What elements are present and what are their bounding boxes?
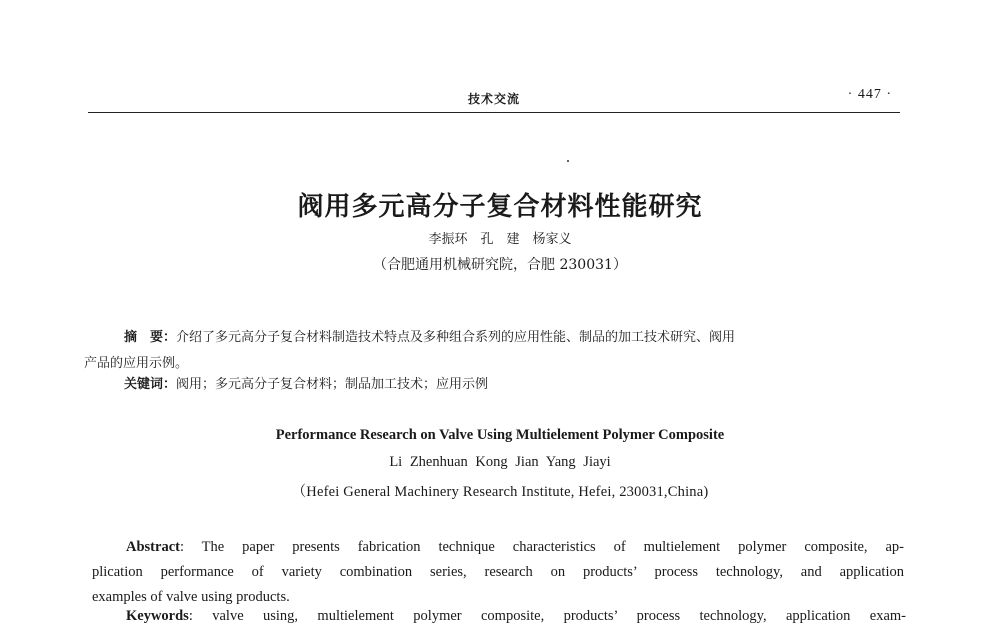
abstract-en-text-2: plication performance of variety combination series, research on products’ process technology, and application bbox=[92, 564, 904, 580]
abstract-cn-line bbox=[92, 323, 902, 353]
abstract-en-text-3: examples of valve using products. bbox=[92, 589, 290, 605]
abstract-en-label: Abstract bbox=[126, 539, 180, 555]
affiliation-en: （Hefei General Machinery Research Institute, Hefei, 230031,China) bbox=[291, 484, 709, 500]
abstract-en-text-1: : The paper presents fabrication technique characteristics of multielement polymer composite, ap- bbox=[179, 539, 904, 555]
page-header bbox=[88, 82, 900, 116]
paper-title-cn: 阀用多元高分子复合材料性能研究 bbox=[297, 192, 703, 222]
abstract-en-line bbox=[92, 535, 904, 560]
authors-en: Li Zhenhuan Kong Jian Yang Jiayi bbox=[389, 454, 611, 470]
keywords-cn-text: 阀用；多元高分子复合材料；制品加工技术；应用示例 bbox=[176, 377, 489, 392]
abstract-cn-text: 介绍了多元高分子复合材料制造技术特点及多种组合系列的应用性能、制品的加工技术研究、阀用 bbox=[176, 330, 736, 345]
paper-title-en: Performance Research on Valve Using Multielement Polymer Composite bbox=[275, 427, 725, 443]
page-number: · 447 · bbox=[847, 87, 892, 102]
header-rule bbox=[88, 112, 900, 113]
keywords-cn bbox=[124, 373, 488, 392]
abstract-cn-label: 摘 要： bbox=[124, 330, 177, 345]
abstract-en bbox=[92, 535, 904, 610]
keywords-en-label: Keywords bbox=[126, 608, 189, 624]
keywords-en-text: : valve using, multielement polymer composite, products’ process technology, application exam- bbox=[188, 608, 906, 624]
abstract-cn bbox=[92, 323, 902, 353]
authors-cn: 李振环 孔 建 杨家义 bbox=[428, 232, 572, 247]
running-title: 技术交流 bbox=[467, 92, 520, 106]
affiliation-cn: （合肥通用机械研究院，合肥 230031） bbox=[373, 257, 627, 273]
scan-speck bbox=[567, 160, 569, 162]
keywords-en bbox=[126, 608, 906, 625]
abstract-cn-line-2: 产品的应用示例。 bbox=[84, 356, 189, 371]
keywords-cn-label: 关键词： bbox=[124, 377, 177, 392]
